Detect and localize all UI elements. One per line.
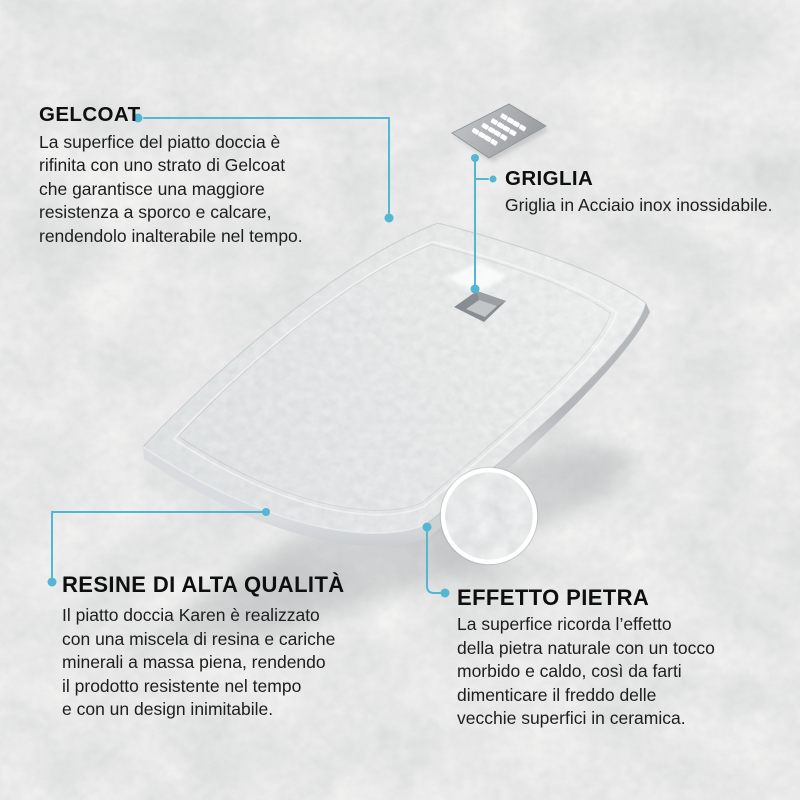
callout-resine-title: RESINE DI ALTA QUALITÀ	[62, 572, 345, 597]
callout-effetto-pietra-title: EFFETTO PIETRA	[457, 585, 650, 610]
callout-gelcoat-title: GELCOAT	[39, 103, 141, 126]
callout-resine-body: Il piatto doccia Karen è realizzato con una miscela di resina e cariche minerali a massa piena, rendendo il prodotto resistente nel tempo e con un design inimitabile.	[62, 605, 336, 720]
callout-effetto-pietra	[457, 586, 715, 731]
callout-gelcoat	[39, 104, 303, 248]
callout-effetto-pietra-body: La superfice ricorda l’effetto della pietra naturale con un tocco morbido e caldo, così da farti dimenticare il freddo delle vecchie superfici in ceramica.	[457, 614, 715, 729]
callout-resine	[62, 573, 345, 722]
callout-griglia-body: Griglia in Acciaio inox inossidabile.	[505, 194, 773, 215]
callout-griglia-title: GRIGLIA	[505, 167, 594, 190]
callout-griglia	[505, 168, 773, 217]
callout-gelcoat-body: La superfice del piatto doccia è rifinita con uno strato di Gelcoat che garantisce una maggiore resistenza a sporco e calcare, rendendolo inalterabile nel tempo.	[39, 131, 303, 246]
